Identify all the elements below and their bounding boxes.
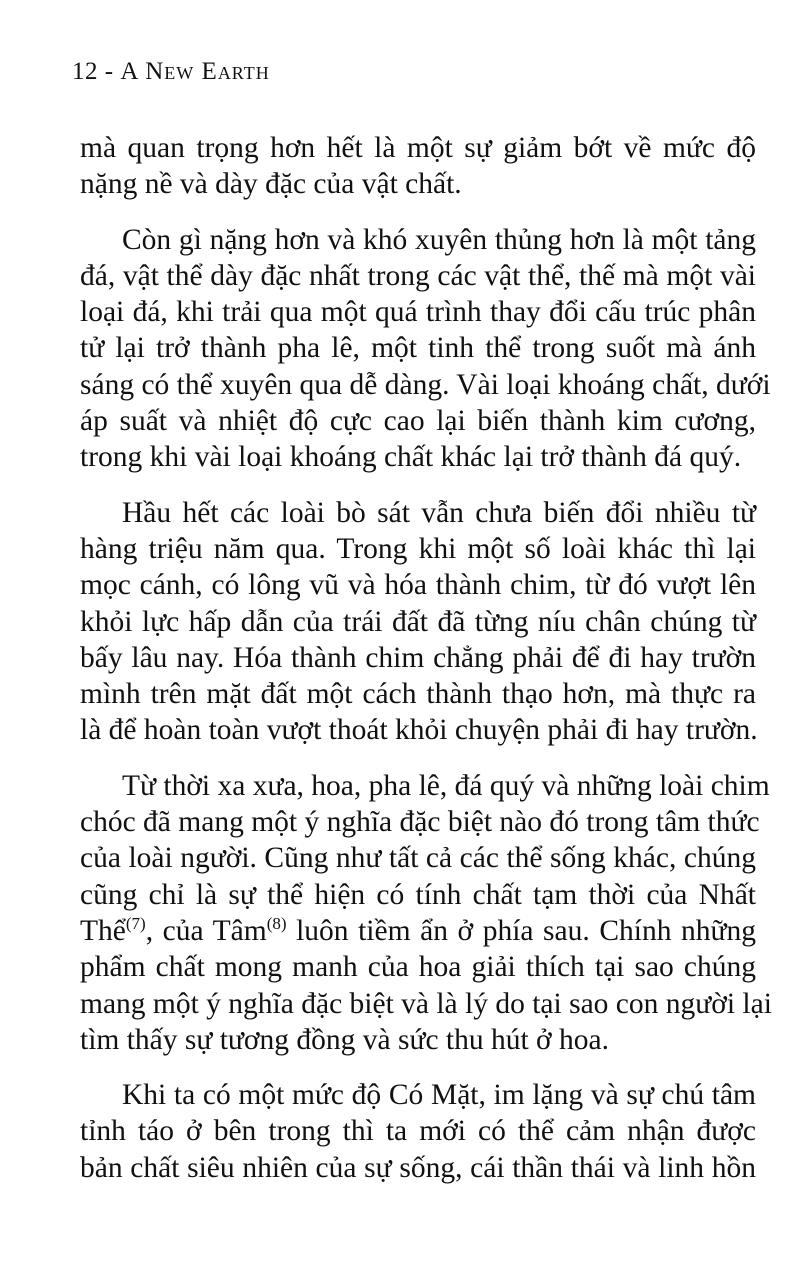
paragraph-2 [80, 222, 771, 476]
text-line: phẩm chất mong manh của hoa giải thích tại sao chúng [80, 951, 756, 984]
text-fragment: , của Tâm [145, 914, 267, 947]
text-line: là để hoàn toàn vượt thoát khỏi chuyện phải đi hay trườn. [80, 714, 758, 747]
paragraph-3 [80, 495, 756, 749]
footnote-ref-7[interactable]: (7) [125, 913, 146, 933]
text-line: mọc cánh, có lông vũ và hóa thành chim, từ đó vượt lên [80, 569, 756, 602]
text-line: đá, vật thể dày đặc nhất trong các vật thể, thế mà một vài [80, 259, 756, 292]
text-line: chóc đã mang một ý nghĩa đặc biệt nào đó trong tâm thức [80, 806, 760, 839]
paragraph-5 [80, 1077, 756, 1186]
text-line: áp suất và nhiệt độ cực cao lại biến thành kim cương, [80, 405, 756, 438]
text-line-with-footnotes [80, 913, 756, 949]
book-title: A New Earth [120, 58, 270, 85]
text-line: nặng nề và dày đặc của vật chất. [80, 168, 462, 201]
text-line: hàng triệu năm qua. Trong khi một số loài khác thì lại [80, 532, 756, 565]
body-text [80, 130, 772, 1205]
text-line: trong khi vài loại khoáng chất khác lại trở thành đá quý. [80, 441, 742, 474]
text-line: cũng chỉ là sự thể hiện có tính chất tạm thời của Nhất [80, 878, 756, 911]
text-line: khỏi lực hấp dẫn của trái đất đã từng níu chân chúng từ [80, 605, 756, 638]
text-line: tỉnh táo ở bên trong thì ta mới có thể cảm nhận được [80, 1115, 756, 1148]
footnote-ref-8[interactable]: (8) [266, 913, 287, 933]
text-line: mà quan trọng hơn hết là một sự giảm bớt về mức độ [80, 132, 756, 164]
text-line: bản chất siêu nhiên của sự sống, cái thần thái và linh hồn [80, 1151, 756, 1184]
text-line: mang một ý nghĩa đặc biệt và là lý do tại sao con người lại [80, 987, 772, 1020]
text-line: Còn gì nặng hơn và khó xuyên thủng hơn là một tảng [122, 223, 756, 256]
page-number: 12 [72, 58, 98, 85]
text-line: Từ thời xa xưa, hoa, pha lê, đá quý và những loài chim [122, 769, 770, 802]
text-line: loại đá, khi trải qua một quá trình thay đổi cấu trúc phân [80, 296, 756, 329]
text-line: tìm thấy sự tương đồng và sức thu hút ở hoa. [80, 1023, 609, 1056]
text-line: bấy lâu nay. Hóa thành chim chẳng phải để đi hay trườn [80, 641, 756, 674]
text-line: mình trên mặt đất một cách thành thạo hơn, mà thực ra [80, 678, 756, 711]
text-line: Khi ta có một mức độ Có Mặt, im lặng và sự chú tâm [122, 1079, 756, 1112]
text-fragment: luôn tiềm ẩn ở phía sau. Chính những [286, 914, 756, 947]
text-fragment: Thể [80, 914, 126, 947]
paragraph-4 [80, 768, 772, 1058]
text-line: sáng có thể xuyên qua dễ dàng. Vài loại khoáng chất, dưới [80, 368, 771, 401]
paragraph-1 [80, 130, 756, 203]
text-line: tử lại trở thành pha lê, một tinh thể trong suốt mà ánh [80, 332, 756, 365]
running-head [72, 57, 270, 87]
text-line: Hầu hết các loài bò sát vẫn chưa biến đổi nhiều từ [122, 496, 756, 529]
header-separator: - [98, 58, 121, 85]
text-line: của loài người. Cũng như tất cả các thể sống khác, chúng [80, 842, 756, 875]
